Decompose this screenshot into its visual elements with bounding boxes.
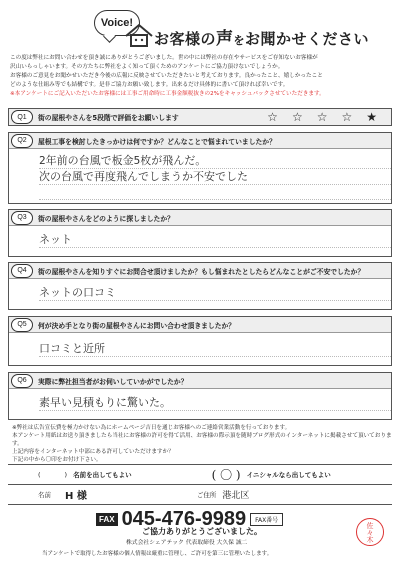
answer-blank-line — [39, 185, 391, 200]
disclaimer-line: 上記内容をインターネット中部にある許可していただけますか？ — [12, 449, 174, 455]
title-prefix: お客様の — [154, 30, 217, 48]
option-initial-ok[interactable]: イニシャルなら出してもよい — [246, 471, 331, 479]
question-number: Q1 — [11, 110, 33, 124]
question-text: 屋根工事を検討したきっかけは何ですか？どんなことで悩まれていましたか？ — [38, 137, 276, 146]
name-label: 名前 — [38, 491, 51, 499]
question-header — [9, 373, 391, 389]
paren-close: ) — [64, 470, 68, 479]
paren-open: ( — [38, 470, 41, 479]
title-small: を — [233, 34, 246, 47]
fax-tag: FAX番号 — [250, 513, 283, 526]
page-title — [154, 24, 369, 49]
intro-line: この度は弊社にお問い合わせを頂き誠にありがとうございました。世の中には弊社の存在やサービスをご存知ないお客様が — [10, 55, 318, 61]
answer-line: 次の台風で再度飛んでしまうか不安でした — [39, 169, 391, 185]
seal-stamp: 佐々木 — [356, 518, 384, 546]
intro-text — [6, 54, 394, 99]
intro-line: 沢山いらっしゃいます。その方たちに弊社をよく知って頂くためのアンケートにご協力頂けないでしょうか。 — [10, 64, 284, 70]
address-field[interactable]: 港北区 — [222, 491, 250, 501]
name-field[interactable]: H 様 — [65, 491, 87, 502]
contact-form — [8, 464, 392, 505]
answer-text[interactable] — [9, 149, 391, 200]
question-header — [9, 133, 391, 149]
title-big: 声 — [216, 29, 234, 49]
answer-text[interactable] — [9, 389, 391, 411]
star-icon[interactable]: ☆ — [267, 110, 278, 124]
disclaimer-line: 本アンケート用紙はお送り頂きましたら当社にお客様の許可を得て活用、お客様の際示頂を随時ブログ形式のインターネットに掲載させて頂いております。 — [12, 433, 392, 447]
question-q2 — [8, 132, 392, 204]
address-label: ご住所 — [196, 491, 217, 499]
option-name-ok[interactable]: 名前を出してもよい — [73, 471, 132, 479]
star-icon[interactable]: ★ — [366, 110, 377, 124]
question-q5 — [8, 316, 392, 366]
cashback-note: ※本アンケートにご記入いただいたお客様には工事ご用命時に工事金額税抜きの2%をキャッシュバックさせていただきます。 — [10, 91, 325, 97]
house-icon — [124, 22, 154, 48]
publish-options — [8, 465, 392, 485]
voice-bubble: Voice! — [94, 10, 140, 36]
star-icon[interactable]: ☆ — [291, 110, 303, 124]
answer-text[interactable] — [9, 279, 391, 301]
star-icon[interactable]: ☆ — [341, 110, 353, 124]
answer-line: ネットの口コミ — [39, 285, 391, 301]
question-q3 — [8, 209, 392, 257]
fax-label: FAX — [96, 513, 118, 526]
question-number: Q5 — [11, 318, 33, 332]
disclaimer-line: ※弊社は広告宣伝費を極力かけない為にホームページ吉日を通じお客様へのご連絡営業活動を行っております。 — [12, 425, 291, 431]
question-number: Q2 — [11, 134, 33, 148]
answer-line: 2年前の台風で板金5枚が飛んだ。 — [39, 153, 391, 169]
question-q6 — [8, 372, 392, 420]
answer-text[interactable] — [9, 226, 391, 248]
company-name: 株式会社シェアテック 代表取締役 大久保 誠二 — [126, 540, 248, 546]
question-number: Q4 — [11, 264, 33, 278]
question-header — [9, 109, 391, 125]
question-text: 街の屋根やさんを5段階で評価をお願いします — [38, 114, 179, 122]
intro-line: どのような仕組み等でも結構です。是非ご協力お願い致します。出来るだけ具体的に書いて頂ければ幸いです。 — [10, 82, 289, 88]
question-header — [9, 263, 391, 279]
question-text: 街の屋根やさんを知りすぐにお問合せ頂けましたか？もし悩まれたとしたらどんなことがご不安でしたか？ — [38, 267, 365, 276]
survey-sheet — [6, 4, 394, 562]
header — [6, 4, 394, 52]
star-icon[interactable]: ☆ — [316, 110, 328, 124]
answer-line: 口コミと近所 — [39, 341, 391, 357]
rating-stars[interactable] — [267, 110, 377, 124]
question-number: Q3 — [11, 211, 33, 225]
title-suffix: お聞かせください — [245, 30, 370, 48]
thanks-text: ご協力ありがとうございました。 — [142, 527, 262, 536]
question-q1 — [8, 108, 392, 126]
option-choice[interactable]: ( 〇 ) — [211, 468, 241, 482]
question-text: 何が決め手となり街の屋根やさんにお問い合わせ頂きましたか？ — [38, 321, 236, 330]
question-number: Q6 — [11, 374, 33, 388]
disclaimer-line: 下記の中から〇印をお付け下さい。 — [12, 457, 102, 463]
name-address-row — [8, 485, 392, 505]
disclaimer — [12, 424, 394, 464]
question-header — [9, 317, 391, 333]
question-header — [9, 210, 391, 226]
privacy-note: 当アンケートで取得したお客様の個人情報は厳重に管理し、ご許可を第三に管理いたします。 — [42, 551, 273, 557]
fax-number: 045-476-9989 — [121, 508, 247, 530]
question-text: 街の屋根やさんをどのように探しましたか？ — [38, 214, 174, 223]
answer-text[interactable] — [9, 333, 391, 357]
question-q4 — [8, 262, 392, 310]
intro-line: お客様のご意見をお聞かせいただき今後の広報に反映させていただきたいと考えております。良かったこと、嬉しかったこと — [10, 73, 323, 79]
answer-line: 素早い見積もりに驚いた。 — [39, 395, 391, 411]
question-text: 実際に弊社担当者がお伺いしていかがでしたか？ — [38, 377, 188, 386]
answer-line: ネット — [39, 232, 391, 248]
